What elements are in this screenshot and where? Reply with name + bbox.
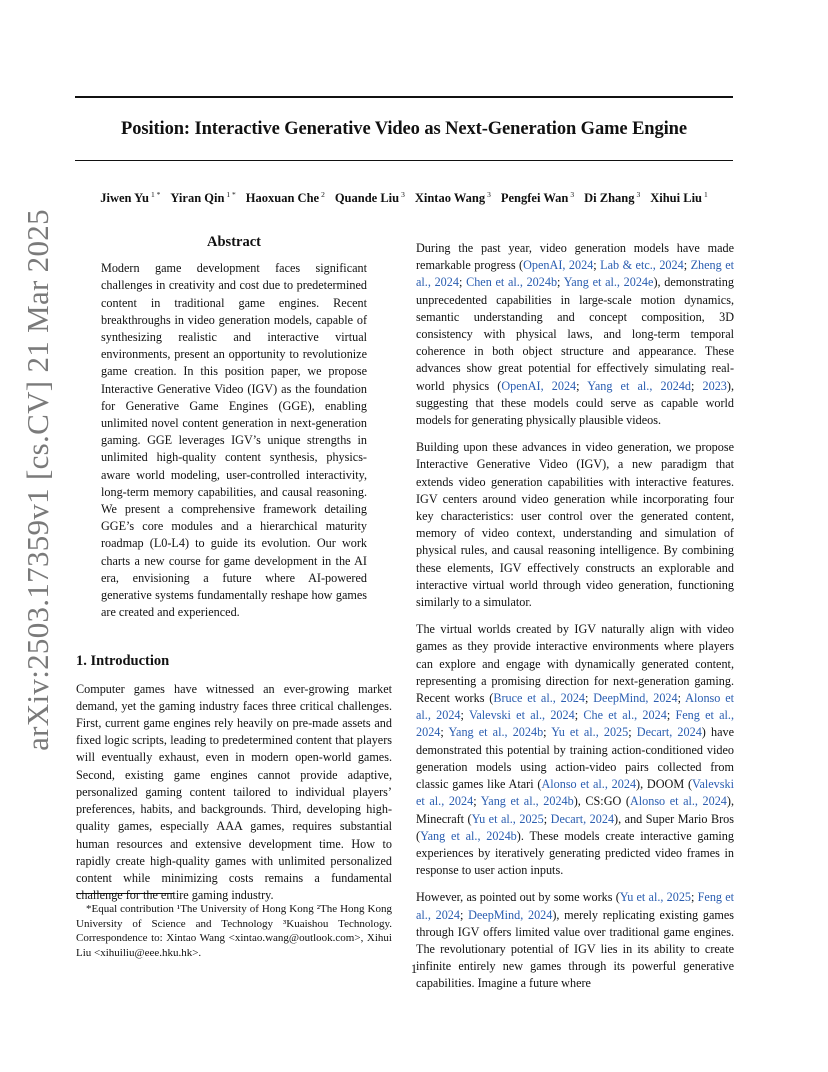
paragraph: The virtual worlds created by IGV naturally align with video games as they provide interactive environments where players can explore and engage with dynamically generated content, representing a promising direction for next-generation gaming. Recent works (Bruce et al., 2024; DeepMind, 2024; Alonso et al., 2024; Valevski et al., 2024; Che et al., 2024; Feng et al., 2024; Yang et al., 2024b; Yu et al., 2025; Decart, 2024) have demonstrated this potential by training action-conditioned video generation models using action-video pairs collected from classic games like Atari (Alonso et al., 2024), DOOM (Valevski et al., 2024; Yang et al., 2024b), CS:GO (Alonso et al., 2024), Minecraft (Yu et al., 2025; Decart, 2024), and Super Mario Bros (Yang et al., 2024b). These models create interactive gaming experiences by iteratively generating predicted video frames in response to user action inputs. — [416, 622, 735, 878]
author-affiliation-mark: 3 — [401, 190, 405, 199]
author-list — [60, 190, 748, 206]
author-affiliation-mark: 1 * — [150, 190, 161, 199]
citation-link[interactable]: Alonso et al., 2024 — [416, 691, 735, 723]
footnote — [76, 893, 392, 960]
citation-link[interactable]: Alonso et al., 2024 — [629, 794, 727, 809]
citation-link[interactable]: Chen et al., 2024b — [466, 275, 558, 290]
citation-link[interactable]: Yu et al., 2025 — [551, 725, 629, 740]
citation-link[interactable]: Zheng et al., 2024 — [416, 258, 735, 290]
author-affiliation-mark: 1 — [704, 190, 708, 199]
title-bottom-rule — [75, 160, 733, 161]
author-affiliation-mark: 3 — [570, 190, 575, 199]
abstract-heading: Abstract — [207, 234, 261, 250]
citation-link[interactable]: Yang et al., 2024b — [448, 725, 544, 740]
title-top-rule — [75, 96, 733, 98]
citation-link[interactable]: Feng et al., 2024 — [416, 890, 735, 922]
citation-link[interactable]: Yang et al., 2024b — [480, 794, 574, 809]
citation-link[interactable]: Yang et al., 2024e — [563, 275, 654, 290]
citation-link[interactable]: Yu et al., 2025 — [471, 811, 544, 826]
citation-link[interactable]: Alonso et al., 2024 — [541, 777, 637, 792]
citation-link[interactable]: Lab & etc., 2024 — [600, 258, 684, 273]
citation-link[interactable]: Bruce et al., 2024 — [493, 691, 586, 706]
page-number: 1 — [410, 962, 418, 976]
citation-link[interactable]: Yang et al., 2024b — [420, 828, 517, 843]
author-name: Xihui Liu $^1$ — [650, 190, 708, 206]
citation-link[interactable]: Decart, 2024 — [550, 811, 615, 826]
citation-link[interactable]: 2023 — [702, 378, 727, 393]
citation-link[interactable]: DeepMind, 2024 — [593, 691, 678, 706]
paper-title: Position: Interactive Generative Video as Next-Generation Game Engine — [121, 119, 687, 139]
author-name: Jiwen Yu $^{1 *}$ — [100, 190, 161, 206]
author-name: Pengfei Wan $^3$ — [500, 190, 575, 206]
citation-link[interactable]: Yang et al., 2024d — [587, 378, 691, 393]
citation-link[interactable]: Decart, 2024 — [636, 725, 702, 740]
paragraph: Building upon these advances in video generation, we propose Interactive Generative Video (IGV), a new paradigm that extends video generation capabilities with interactive features. IGV centers around video generation while incorporating four key characteristics: user control over the generated content, memory of video context, understanding and simulation of physical rules, and causal reasoning intelligence. By combining these elements, IGV effectively constructs an explorable and interactive virtual world through video generation, functioning similarly to a simulator. — [416, 440, 734, 610]
author-affiliation-mark: 3 — [636, 190, 641, 199]
introduction-text: Computer games have witnessed an ever-growing market demand, yet the gaming industry faces three critical challenges. First, current game engines rely heavily on pre-made assets and fixed logic scripts, leading to predetermined content that players will eventually exhaust, even in modern open-world games. Second, existing game engines cannot provide adaptive, personalized gaming content tailored to individual players’ preferences, habits, and backgrounds. Third, developing high-quality games, especially AAA games, requires substantial human resources and extensive development time. How to rapidly create high-quality games with unlimited personalized content while minimizing costs remains a fundamental challenge for the entire gaming industry. — [76, 681, 392, 903]
paragraph: During the past year, video generation models have made remarkable progress (OpenAI, 2024; Lab & etc., 2024; Zheng et al., 2024; Chen et al., 2024b; Yang et al., 2024e), demonstrating unprecedented capabilities in large-scale motion dynamics, semantic understanding and concept composition, 3D consistency with physical laws, and long-term temporal coherence in both object structure and appearance. These advances show great potential for effectively simulating real-world physics (OpenAI, 2024; Yang et al., 2024d; 2023), suggesting that these models could serve as capable world models for generating physically plausible videos. — [416, 241, 735, 428]
citation-link[interactable]: DeepMind, 2024 — [468, 907, 553, 922]
citation-link[interactable]: Valevski et al., 2024 — [468, 708, 575, 723]
author-affiliation-mark: 1 * — [226, 190, 236, 199]
footnote-rule — [76, 893, 174, 894]
section-heading-introduction: 1. Introduction — [76, 653, 170, 670]
author-affiliation-mark: 3 — [487, 190, 491, 199]
right-column — [416, 240, 734, 1003]
abstract-text: Modern game development faces significant challenges in creativity and cost due to predetermined content in traditional game engines. Recent breakthroughs in video generation models, capable of synthesizing realistic and interactive virtual environments, present an opportunity to revolutionize game creation. In this position paper, we propose Interactive Generative Video (IGV) as the foundation for Generative Game Engines (GGE), enabling unlimited novel content generation in next-generation gaming. GGE leverages IGV’s unique strengths in unlimited high-quality content synthesis, physics-aware world modeling, user-controlled interactivity, long-term memory capabilities, and causal reasoning. We present a comprehensive framework detailing GGE’s core modules and a hierarchical maturity roadmap (L0-L4) to guide its evolution. Our work charts a new course for game development in the AI era, envisioning a future where AI-powered generative systems fundamentally reshape how games are created and experienced. — [101, 261, 367, 620]
author-name: Haoxuan Che $^2$ — [245, 190, 325, 206]
citation-link[interactable]: Yu et al., 2025 — [619, 890, 692, 905]
citation-link[interactable]: OpenAI, 2024 — [501, 378, 577, 393]
author-name: Quande Liu $^3$ — [334, 190, 405, 206]
footnote-text: *Equal contribution ¹The University of Hong Kong ²The Hong Kong University of Science and Technology ³Kuaishou Technology. Correspondence to: Xintao Wang <xintao.wang@outlook.com>, Xihui Liu <xihuiliu@eee.hku.hk>. — [76, 903, 392, 959]
citation-link[interactable]: Valevski et al., 2024 — [416, 777, 734, 809]
author-affiliation-mark: 2 — [321, 190, 325, 199]
paragraph: However, as pointed out by some works (Yu et al., 2025; Feng et al., 2024; DeepMind, 2024), merely replicating existing games through IGV offers limited value over traditional game engines. The revolutionary potential of IGV lies in its ability to create infinite entirely new games through its powerful generative capabilities. Imagine a future where — [416, 890, 735, 991]
left-column — [76, 234, 392, 904]
arxiv-stamp-text: arXiv:2503.17359v1 [cs.CV] 21 Mar 2025 — [20, 209, 55, 751]
citation-link[interactable]: OpenAI, 2024 — [523, 258, 594, 273]
author-name: Di Zhang $^3$ — [584, 190, 641, 206]
author-name: Yiran Qin $^{1 *}$ — [170, 190, 236, 206]
citation-link[interactable]: Feng et al., 2024 — [416, 708, 735, 740]
author-name: Xintao Wang $^3$ — [414, 190, 491, 206]
citation-link[interactable]: Che et al., 2024 — [583, 708, 667, 723]
